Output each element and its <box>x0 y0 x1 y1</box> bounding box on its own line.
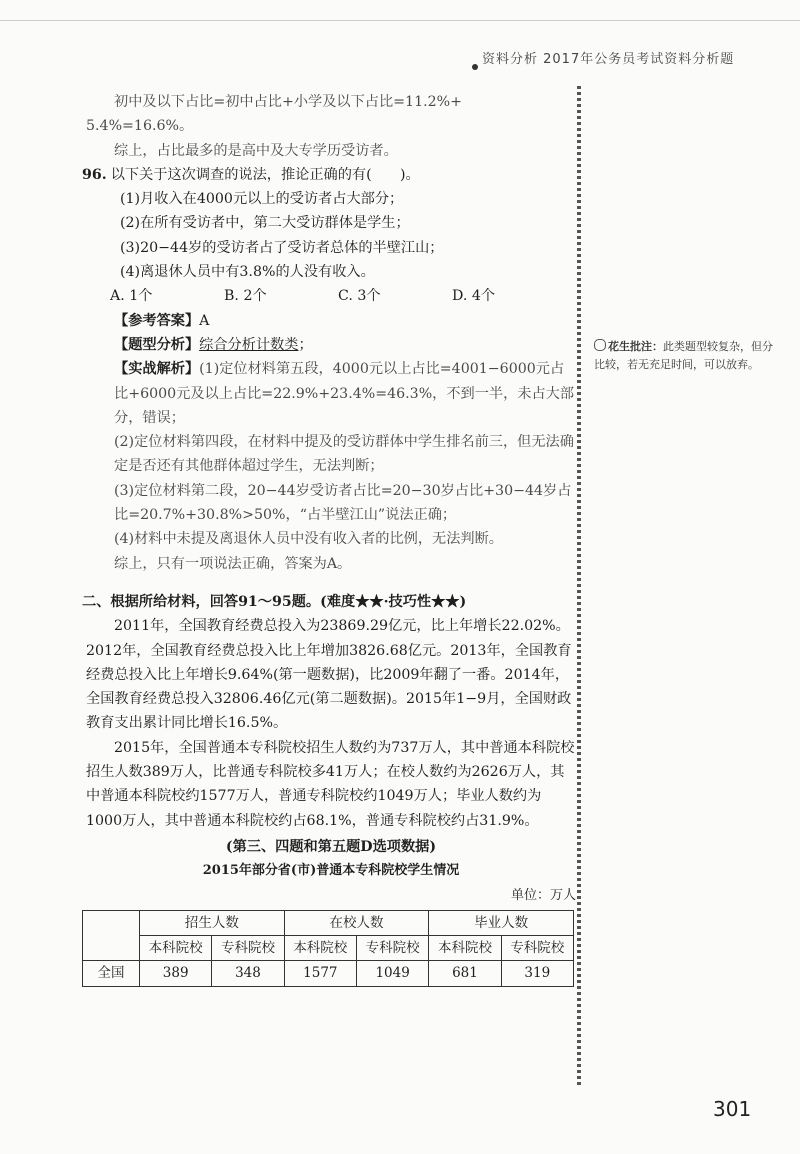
question-stem: 以下关于这次调查的说法，推论正确的有( )。 <box>110 166 420 183</box>
prev-line-3: 综上，占比最多的是高中及大专学历受访者。 <box>114 142 398 159</box>
table-cell: 319 <box>501 961 573 986</box>
statement-3: (3)20−44岁的受访者占了受访者总体的半壁江山； <box>120 239 444 256</box>
group-header-enrolled: 在校人数 <box>284 910 429 935</box>
option-c: C. 3个 <box>338 288 381 305</box>
side-note-text: 此类题型较复杂，但分比较，若无充足时间，可以放弃。 <box>594 340 773 371</box>
question-number: 96. <box>82 166 107 183</box>
analysis-label: 【实战解析】 <box>114 361 200 378</box>
analysis-2: (2)定位材料第四段，在材料中提及的受访群体中学生排名前三，但无法确定是否还有其他群体超过学生，无法判断； <box>114 434 574 475</box>
analysis-conclusion: 综上，只有一项说法正确，答案为A。 <box>114 555 352 572</box>
answer-options <box>86 284 576 308</box>
page-body <box>82 90 576 987</box>
material-paragraph-1: 2011年，全国教育经费总投入为23869.29亿元，比上年增长22.02%。2012年，全国教育经费总投入比上年增加3826.68亿元。2013年，全国教育经费总投入比上年增长9.64%(第一题数据)，比2009年翻了一番。2014年，全国教育经费总投入32806.46亿元(第二题数据)。2015年1−9月，全国财政教育支出累计同比增长16.5%。 <box>86 618 572 732</box>
statement-4: (4)离退休人员中有3.8%的人没有收入。 <box>120 264 375 281</box>
option-a: A. 1个 <box>110 288 153 305</box>
type-label: 【题型分析】 <box>114 336 200 353</box>
table-row <box>83 961 574 986</box>
table-header-row <box>83 910 574 935</box>
sub-header: 本科院校 <box>284 936 356 961</box>
analysis-4: (4)材料中未提及离退休人员中没有收入者的比例，无法判断。 <box>114 531 503 548</box>
type-line <box>86 333 576 357</box>
statement-1: (1)月收入在4000元以上的受访者占大部分； <box>120 191 404 208</box>
table-cell: 348 <box>212 961 284 986</box>
page-number: 301 <box>713 1097 752 1121</box>
top-rule <box>0 20 800 21</box>
option-d: D. 4个 <box>452 288 496 305</box>
running-header: 资料分析 2017年公务员考试资料分析题 <box>482 52 735 67</box>
table-unit: 单位：万人 <box>510 887 576 903</box>
answer-value: A <box>199 312 210 329</box>
side-annotation <box>594 338 774 374</box>
sub-header: 专科院校 <box>212 936 284 961</box>
data-table <box>82 910 574 987</box>
table-cell: 389 <box>140 961 212 986</box>
table-note: (第三、四题和第五题D选项数据) <box>225 838 437 855</box>
analysis-text-1: (1)定位材料第五段，4000元以上占比=4001−6000元占比+6000元及以上占比=22.9%+23.4%=46.3%，不到一半，未占大部分，错误； <box>114 361 575 426</box>
table-cell: 681 <box>429 961 501 986</box>
sub-header: 本科院校 <box>140 936 212 961</box>
type-value: 综合分析计数类 <box>199 336 299 353</box>
flower-icon <box>594 339 606 351</box>
answer-line <box>86 309 576 333</box>
table-subheader-row <box>83 936 574 961</box>
analysis-3: (3)定位材料第二段，20−44岁受访者占比=20−30岁占比+30−44岁占比=20.7%+30.8%>50%，“占半壁江山”说法正确； <box>114 482 572 524</box>
table-cell: 1577 <box>284 961 356 986</box>
statement-2: (2)在所有受访者中，第二大受访群体是学生； <box>120 215 410 232</box>
group-header-enroll: 招生人数 <box>140 910 285 935</box>
section-title: 二、根据所给材料，回答91～95题。(难度★★·技巧性★★) <box>82 593 467 610</box>
material-paragraph-2: 2015年，全国普通本专科院校招生人数约为737万人，其中普通本科院校招生人数389万人，比普通专科院校多41万人；在校人数约为2626万人，其中普通本科院校约1577万人，普通专科院校约1049万人；毕业人数约为1000万人，其中普通本科院校约占68.1%，普通专科院校约占31.9%。 <box>86 739 575 829</box>
sub-header: 专科院校 <box>501 936 573 961</box>
type-suffix: ； <box>298 336 313 353</box>
corner-cell <box>83 910 140 961</box>
table-title: 2015年部分省(市)普通本专科院校学生情况 <box>202 863 460 879</box>
sub-header: 本科院校 <box>429 936 501 961</box>
answer-label: 【参考答案】 <box>114 312 200 329</box>
sub-header: 专科院校 <box>356 936 428 961</box>
header-bullet <box>472 64 478 70</box>
analysis-1 <box>86 357 576 430</box>
group-header-graduates: 毕业人数 <box>429 910 574 935</box>
prev-line-1: 初中及以下占比=初中占比+小学及以下占比=11.2%+ <box>114 94 462 110</box>
margin-divider <box>577 86 581 1086</box>
side-note-label: 花生批注： <box>608 340 663 353</box>
question-96 <box>82 163 576 187</box>
option-b: B. 2个 <box>224 288 267 305</box>
table-cell: 1049 <box>356 961 428 986</box>
row-label: 全国 <box>83 961 140 986</box>
prev-line-2: 5.4%=16.6%。 <box>86 118 194 135</box>
